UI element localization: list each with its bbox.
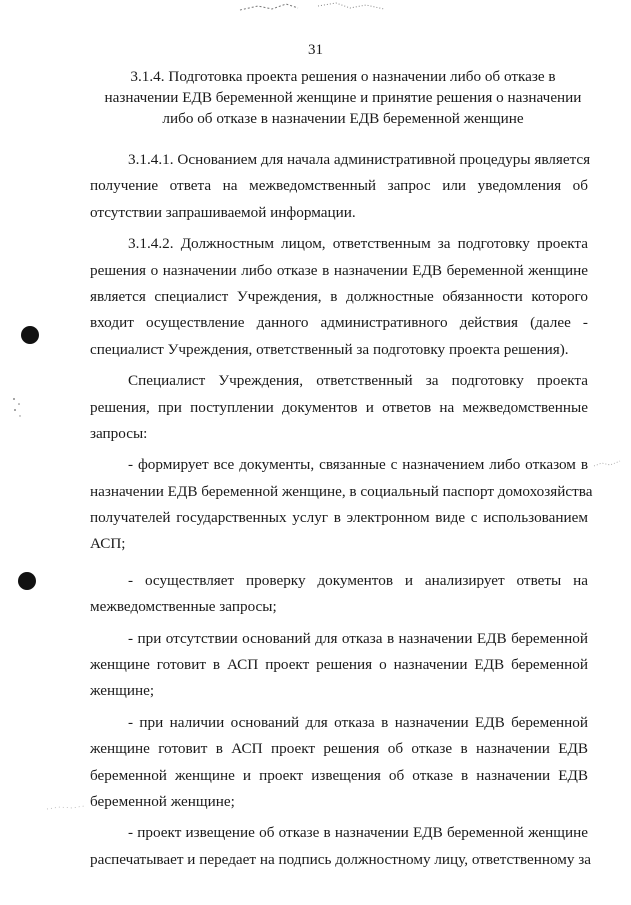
text-line: - осуществляет проверку документов и анализирует ответы на — [128, 571, 588, 589]
text-line: решения о назначении либо отказе в назначении ЕДВ беременной женщине — [90, 261, 588, 279]
text-line: - при отсутствии оснований для отказа в назначении ЕДВ беременной — [128, 629, 588, 647]
heading-line: либо об отказе в назначении ЕДВ беременной женщине — [162, 110, 524, 127]
text-line: - проект извещение об отказе в назначении ЕДВ беременной женщине — [128, 824, 588, 842]
list-item-forms-documents — [90, 452, 593, 558]
paragraph-3-1-4-2 — [90, 231, 588, 363]
text-line: распечатывает и передает на подпись должностному лицу, ответственному за — [90, 850, 592, 868]
text-line: 3.1.4.2. Должностным лицом, ответственным за подготовку проекта — [128, 235, 588, 253]
list-item-no-grounds — [90, 626, 588, 705]
text-line: назначении ЕДВ беременной женщине, в социальный паспорт домохозяйства — [90, 482, 593, 500]
paragraph-3-1-4-1 — [90, 147, 591, 226]
list-item-checks-documents — [90, 568, 588, 621]
text-line: получателей государственных услуг в электронном виде с использованием — [90, 509, 588, 527]
text-line: АСП; — [90, 535, 126, 553]
text-line: - при наличии оснований для отказа в назначении ЕДВ беременной — [128, 713, 588, 731]
text-line: получение ответа на межведомственный запрос или уведомления об — [90, 177, 588, 195]
text-line: женщине готовит в АСП проект решения о назначении ЕДВ беременной — [90, 656, 588, 674]
text-line: женщине; — [90, 682, 155, 700]
text-line: специалист Учреждения, ответственный за подготовку проекта решения). — [90, 340, 569, 358]
heading-line: назначении ЕДВ беременной женщине и принятие решения о назначении — [104, 89, 582, 106]
text-line: межведомственные запросы; — [90, 598, 277, 616]
text-line: - формирует все документы, связанные с назначением либо отказом в — [128, 456, 588, 474]
punch-hole-upper — [21, 326, 39, 344]
text-line: 3.1.4.1. Основанием для начала административной процедуры является — [128, 151, 591, 168]
heading-line: 3.1.4. Подготовка проекта решения о назначении либо об отказе в — [130, 68, 556, 85]
section-heading — [95, 66, 591, 129]
text-line: является специалист Учреждения, в должностные обязанности которого — [90, 287, 588, 305]
scan-speck — [46, 802, 86, 812]
body-text — [90, 147, 593, 873]
text-line: женщине готовит в АСП проект решения об отказе в назначении ЕДВ — [90, 740, 588, 758]
text-line: запросы: — [90, 424, 148, 442]
page-number: 31 — [308, 42, 323, 58]
list-item-prints-notice — [90, 820, 592, 873]
scan-speck — [592, 456, 622, 470]
text-line: беременной женщине и проект извещения об отказе в назначении ЕДВ — [90, 766, 588, 784]
paragraph-specialist — [90, 368, 588, 447]
text-line: входит осуществление данного административного действия (далее - — [90, 314, 588, 332]
text-line: беременной женщине; — [90, 792, 235, 810]
punch-hole-lower — [18, 572, 36, 590]
text-line: решения, при поступлении документов и ответов на межведомственные — [90, 398, 588, 416]
text-line: Специалист Учреждения, ответственный за подготовку проекта — [128, 372, 588, 390]
scan-speck — [10, 396, 24, 422]
scan-noise-top — [238, 0, 388, 14]
list-item-grounds-present — [90, 710, 588, 816]
text-line: отсутствии запрашиваемой информации. — [90, 203, 356, 221]
